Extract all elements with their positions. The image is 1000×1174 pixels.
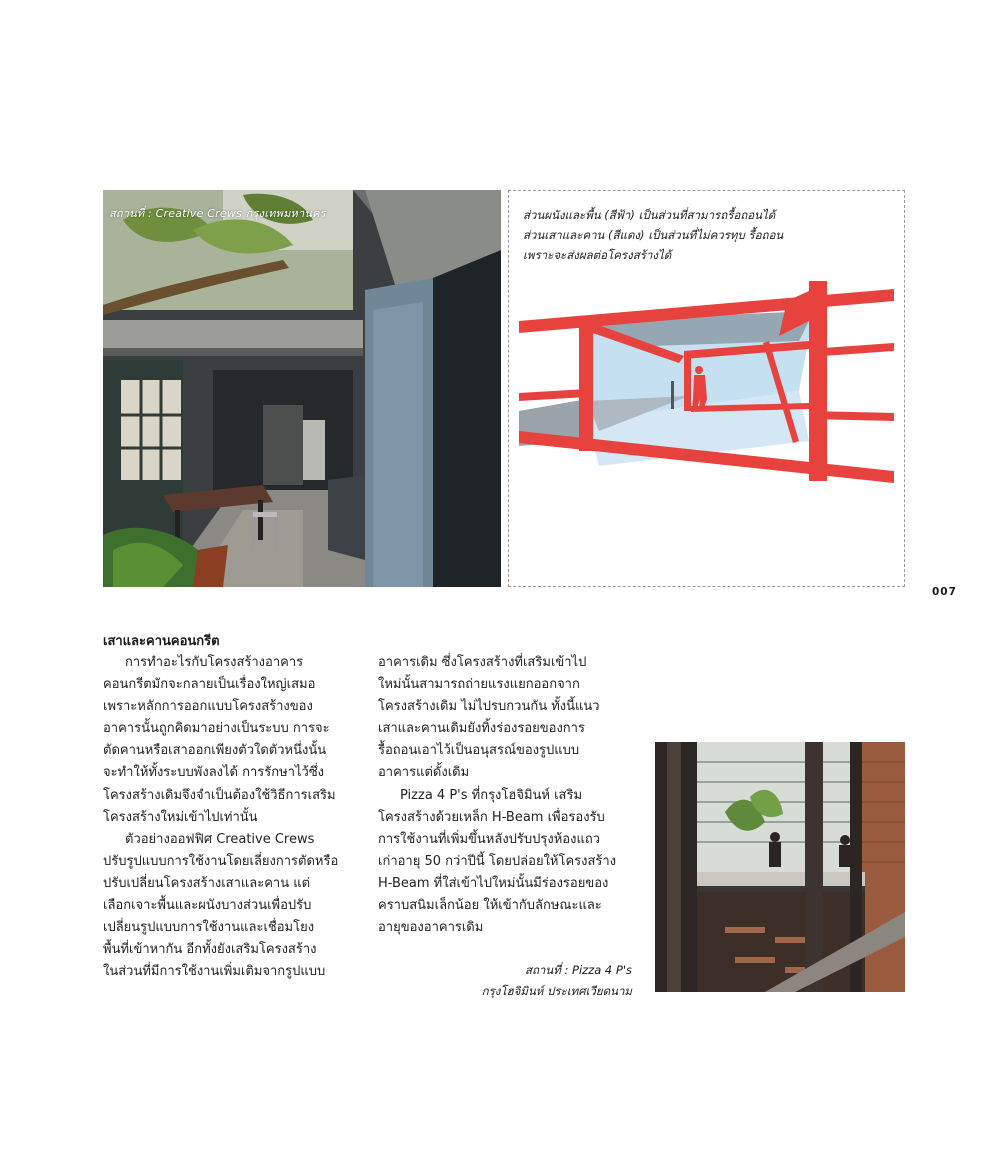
paragraph-line: เสาและคานเดิมยังทิ้งร่องรอยของการ bbox=[378, 721, 585, 737]
paragraph-line: อาคารแต่ดั้งเดิม bbox=[378, 765, 470, 781]
paragraph-line: คราบสนิมเล็กน้อย ให้เข้ากับลักษณะและ bbox=[378, 898, 602, 914]
diagram-note: เพราะจะส่งผลต่อโครงสร้างได้ bbox=[523, 248, 672, 262]
paragraph-line: รื้อถอนเอาไว้เป็นอนุสรณ์ของรูปแบบ bbox=[378, 743, 580, 759]
paragraph-line: H-Beam ที่ใส่เข้าไปใหม่นั้นมีร่องรอยของ bbox=[378, 875, 609, 891]
paragraph-line: โครงสร้างเดิม ไม่ไปรบกวนกัน ทั้งนี้แนว bbox=[378, 699, 600, 715]
page-number: 007 bbox=[932, 586, 957, 598]
paragraph-line: คอนกรีตมักจะกลายเป็นเรื่องใหญ่เสมอ bbox=[103, 677, 316, 693]
frame-diagram bbox=[509, 281, 904, 501]
paragraph-line: Pizza 4 P's ที่กรุงโฮจิมินห์ เสริม bbox=[400, 787, 583, 803]
paragraph-line: โครงสร้างด้วยเหล็ก H-Beam เพื่อรองรับ bbox=[378, 809, 605, 825]
paragraph-line: อาคารเดิม ซึ่งโครงสร้างที่เสริมเข้าไป bbox=[378, 655, 587, 670]
caption-line: สถานที่ : Pizza 4 P's bbox=[524, 963, 632, 977]
paragraph-line: เพราะหลักการออกแบบโครงสร้างของ bbox=[103, 699, 313, 715]
paragraph-line: ในส่วนที่มีการใช้งานเพิ่มเติมจากรูปแบบ bbox=[103, 964, 326, 980]
paragraph-line: อาคารนั้นถูกคิดมาอย่างเป็นระบบ การจะ bbox=[103, 721, 330, 737]
creative-crews-photo-illustration bbox=[103, 190, 501, 587]
paragraph-line: อายุของอาคารเดิม bbox=[378, 920, 484, 936]
structure-diagram-panel bbox=[508, 190, 905, 587]
paragraph-line: ตัวอย่างออฟฟิศ Creative Crews bbox=[125, 831, 315, 847]
paragraph-line: การทำอะไรกับโครงสร้างอาคาร bbox=[125, 655, 304, 670]
text-column-2 bbox=[378, 652, 632, 939]
paragraph-line: ปรับรูปแบบการใช้งานโดยเลี่ยงการตัดหรือ bbox=[103, 853, 339, 869]
text-column-1 bbox=[103, 652, 357, 983]
creative-crews-photo bbox=[103, 190, 501, 587]
diagram-notes bbox=[523, 205, 893, 265]
paragraph-line: โครงสร้างใหม่เข้าไปเท่านั้น bbox=[103, 809, 258, 825]
pizza-4ps-photo-illustration bbox=[655, 742, 905, 992]
paragraph-line: เลือกเจาะพื้นและผนังบางส่วนเพื่อปรับ bbox=[103, 898, 312, 914]
pizza-photo-caption bbox=[378, 960, 632, 1002]
paragraph-line: ใหม่นั้นสามารถถ่ายแรงแยกออกจาก bbox=[378, 677, 580, 693]
caption-line: กรุงโฮจิมินห์ ประเทศเวียดนาม bbox=[481, 984, 632, 998]
paragraph-line: ตัดคานหรือเสาออกเพียงตัวใดตัวหนึ่งนั้น bbox=[103, 743, 327, 759]
paragraph-line: จะทำให้ทั้งระบบพังลงได้ การรักษาไว้ซึ่ง bbox=[103, 765, 324, 781]
pizza-4ps-photo bbox=[655, 742, 905, 992]
diagram-note: ส่วนเสาและคาน (สีแดง) เป็นส่วนที่ไม่ควรทุบ รื้อถอน bbox=[523, 228, 784, 242]
paragraph-line: โครงสร้างเดิมจึงจำเป็นต้องใช้วิธีการเสริม bbox=[103, 787, 336, 803]
paragraph-line: เปลี่ยนรูปแบบการใช้งานและเชื่อมโยง bbox=[103, 920, 315, 936]
section-heading: เสาและคานคอนกรีต bbox=[103, 634, 220, 649]
paragraph-line: การใช้งานที่เพิ่มขึ้นหลังปรับปรุงห้องแถว bbox=[378, 831, 601, 847]
diagram-note: ส่วนผนังและพื้น (สีฟ้า) เป็นส่วนที่สามารถรื้อถอนได้ bbox=[523, 208, 776, 222]
paragraph-line: ปรับเปลี่ยนโครงสร้างเสาและคาน แต่ bbox=[103, 875, 311, 891]
photo-caption: สถานที่ : Creative Crews กรุงเทพมหานคร bbox=[109, 207, 326, 220]
paragraph-line: พื้นที่เข้าหากัน อีกทั้งยังเสริมโครงสร้าง bbox=[103, 942, 317, 958]
paragraph-line: เก่าอายุ 50 กว่าปีนี้ โดยปล่อยให้โครงสร้าง bbox=[378, 853, 617, 869]
